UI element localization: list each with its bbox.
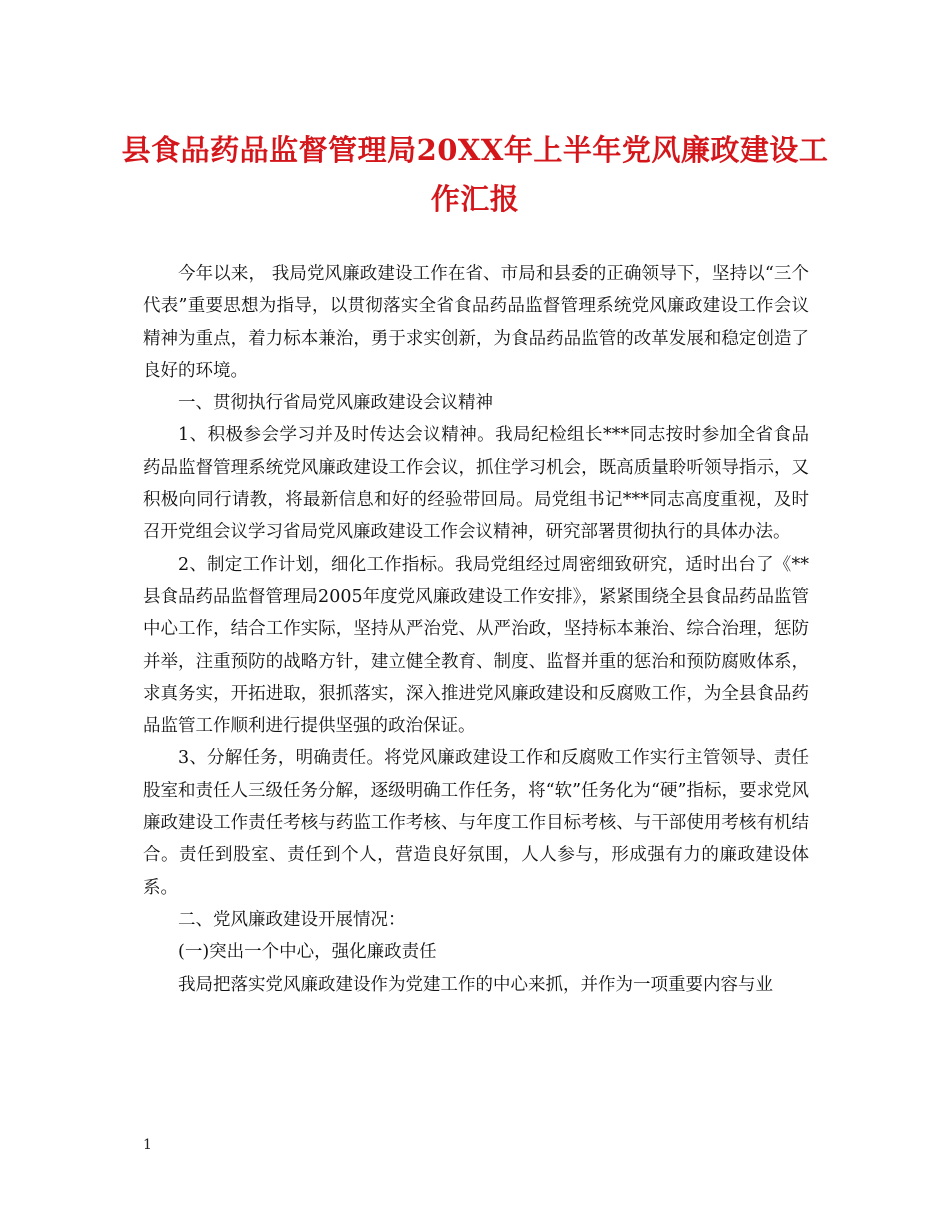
section-heading-1: 一、贯彻执行省局党风廉政建设会议精神 [178, 393, 493, 414]
document-title [120, 126, 830, 224]
paragraph-subsection-1: 我局把落实党风廉政建设作为党建工作的中心来抓，并作为一项重要内容与业 [178, 974, 773, 995]
section-heading-2: 二、党风廉政建设开展情况： [178, 909, 406, 930]
paragraph-item-2: 2、制定工作计划，细化工作指标。我局党组经过周密细致研究，适时出台了《**县食品药品监督管理局2005年度党风廉政建设工作安排》，紧紧围绕全县食品药品监管中心工作，结合工作实际，坚持从严治党、从严治政，坚持标本兼治、综合治理，惩防并举，注重预防的战略方针，建立健全教育、制度、监督并重的惩治和预防腐败体系，求真务实，开拓进取，狠抓落实，深入推进党风廉政建设和反腐败工作，为全县食品药品监管工作顺利进行提供坚强的政治保证。 [143, 554, 809, 737]
paragraph-item-1: 1、积极参会学习并及时传达会议精神。我局纪检组长***同志按时参加全省食品药品监督管理系统党风廉政建设工作会议，抓住学习机会，既高质量聆听领导指示，又积极向同行请教，将最新信息和好的经验带回局。局党组书记***同志高度重视，及时召开党组会议学习省局党风廉政建设工作会议精神，研究部署贯彻执行的具体办法。 [143, 425, 809, 543]
paragraph-intro: 今年以来， 我局党风廉政建设工作在省、市局和县委的正确领导下，坚持以“三个代表”重要思想为指导，以贯彻落实全省食品药品监督管理系统党风廉政建设工作会议精神为重点，着力标本兼治，勇于求实创新，为食品药品监管的改革发展和稳定创造了良好的环境。 [143, 264, 809, 381]
document-body [143, 258, 809, 1001]
subsection-heading-1: (一)突出一个中心，强化廉政责任 [178, 942, 437, 963]
paragraph-item-3: 3、分解任务，明确责任。将党风廉政建设工作和反腐败工作实行主管领导、责任股室和责任人三级任务分解，逐级明确工作任务，将“软”任务化为“硬”指标，要求党风廉政建设工作责任考核与药监工作考核、与年度工作目标考核、与干部使用考核有机结合。责任到股室、责任到个人，营造良好氛围，人人参与，形成强有力的廉政建设体系。 [143, 748, 809, 898]
page-number: 1 [143, 1137, 152, 1153]
title-line-2: 作汇报 [430, 182, 520, 216]
title-line-1: 县食品药品监督管理局20XX年上半年党风廉政建设工 [121, 133, 829, 167]
